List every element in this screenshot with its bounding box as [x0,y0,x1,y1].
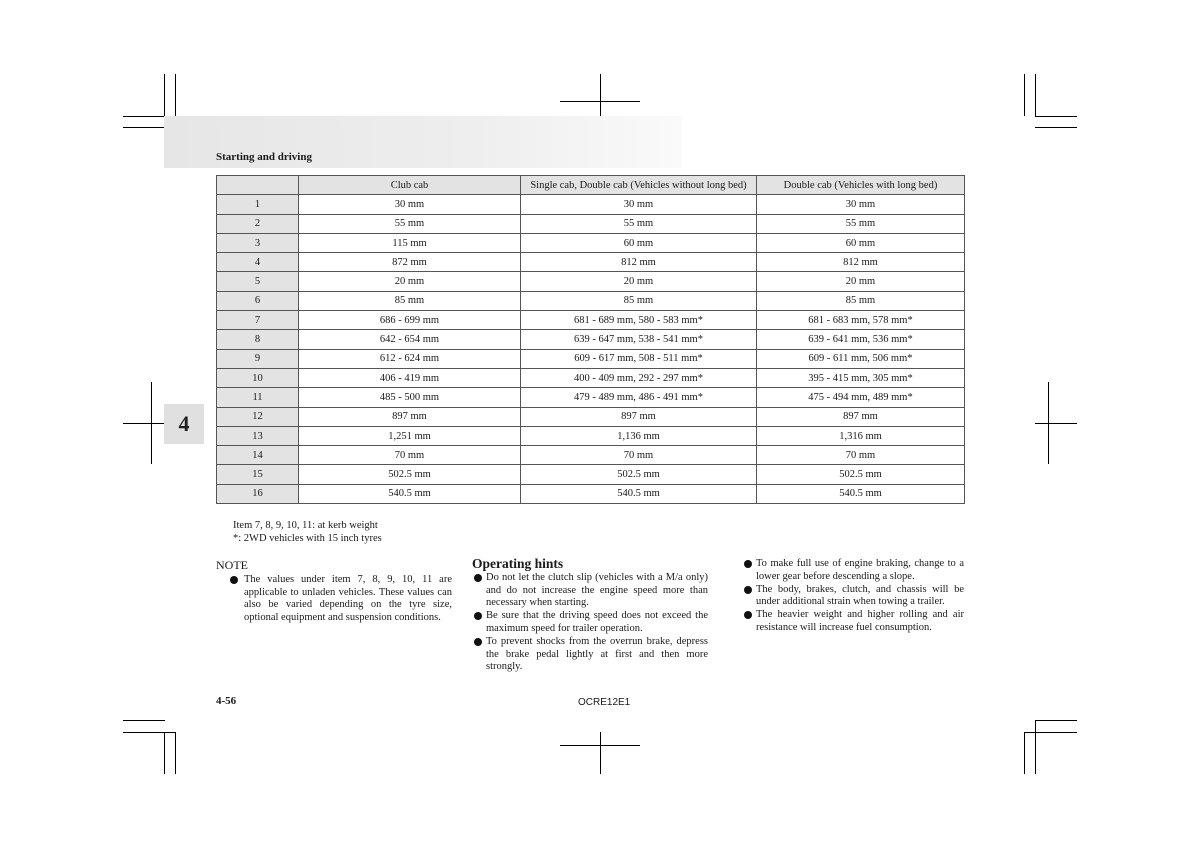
column-header-double-cab-long-bed: Double cab (Vehicles with long bed) [757,176,965,195]
table-cell: 20 mm [757,272,965,291]
crop-mark-top-left-h [123,116,165,117]
dimensions-table [216,175,965,504]
table-cell: 400 - 409 mm, 292 - 297 mm* [521,368,757,387]
table-cell: 812 mm [521,253,757,272]
table-cell-item-number: 6 [217,291,299,310]
table-row [217,311,965,330]
table-cell: 639 - 641 mm, 536 mm* [757,330,965,349]
note-column [216,559,452,625]
crop-mark-top-left-h2 [123,127,165,128]
note-item-text: The values under item 7, 8, 9, 10, 11 are applicable to unladen vehicles. These values can also be varied depending on the tyre size, optional equipment and suspension conditions. [244,573,452,624]
table-row [217,388,965,407]
right-hints-column [742,558,964,635]
hint-item [742,584,964,610]
table-row [217,233,965,252]
table-cell: 609 - 617 mm, 508 - 511 mm* [521,349,757,368]
table-row [217,214,965,233]
table-cell-item-number: 7 [217,311,299,330]
bullet-icon [744,611,752,619]
table-cell: 20 mm [521,272,757,291]
table-row [217,465,965,484]
table-cell: 485 - 500 mm [299,388,521,407]
crop-mark-bottom-right-v2 [1035,720,1036,774]
crop-mark-top-left-v2 [175,74,176,116]
table-cell: 502.5 mm [757,465,965,484]
hint-item [472,572,708,610]
section-title: Starting and driving [216,151,312,163]
table-row [217,368,965,387]
crop-mark-bottom-left-v2 [175,732,176,774]
column-header-item [217,176,299,195]
table-cell-item-number: 12 [217,407,299,426]
bullet-icon [744,586,752,594]
table-row [217,426,965,445]
table-cell: 55 mm [757,214,965,233]
table-cell: 30 mm [521,195,757,214]
crop-mark-bottom-left-h [123,720,165,721]
table-body [217,195,965,504]
table-cell: 60 mm [521,233,757,252]
column-header-single-double-cab: Single cab, Double cab (Vehicles without long bed) [521,176,757,195]
table-cell: 897 mm [757,407,965,426]
table-cell: 897 mm [521,407,757,426]
crop-mark-mid-left-h [123,423,165,424]
table-cell: 85 mm [757,291,965,310]
table-cell: 70 mm [757,446,965,465]
table-cell-item-number: 2 [217,214,299,233]
table-cell: 1,136 mm [521,426,757,445]
table-cell-item-number: 10 [217,368,299,387]
table-cell: 30 mm [299,195,521,214]
table-cell: 20 mm [299,272,521,291]
page-number: 4-56 [216,695,237,707]
table-cell: 502.5 mm [521,465,757,484]
crop-mark-top-right-v2 [1035,74,1036,116]
table-cell-item-number: 9 [217,349,299,368]
crop-mark-bottom-left-v1 [164,732,165,774]
hint-item [742,558,964,584]
table-cell: 55 mm [521,214,757,233]
table-cell: 642 - 654 mm [299,330,521,349]
table-cell: 812 mm [757,253,965,272]
crop-mark-top-left-v1 [164,74,165,116]
table-cell: 639 - 647 mm, 538 - 541 mm* [521,330,757,349]
table-cell-item-number: 14 [217,446,299,465]
table-cell: 540.5 mm [299,484,521,503]
table-cell-item-number: 3 [217,233,299,252]
table-cell: 55 mm [299,214,521,233]
table-cell-item-number: 15 [217,465,299,484]
table-cell: 897 mm [299,407,521,426]
hint-item-text: The body, brakes, clutch, and chassis will be under additional strain when towing a trailer. [756,583,964,608]
table-cell: 1,316 mm [757,426,965,445]
table-cell: 681 - 689 mm, 580 - 583 mm* [521,311,757,330]
table-row [217,330,965,349]
table-cell: 681 - 683 mm, 578 mm* [757,311,965,330]
table-cell: 475 - 494 mm, 489 mm* [757,388,965,407]
crop-mark-mid-right-h [1035,423,1077,424]
table-row [217,446,965,465]
hint-item-text: Do not let the clutch slip (vehicles with a M/a only) and do not increase the engine speed more than necessary when starting. [486,571,708,609]
footnotes [233,519,382,545]
table-cell: 30 mm [757,195,965,214]
crop-mark-bottom-right-h2 [1024,732,1077,733]
hint-item [742,609,964,635]
table-cell: 1,251 mm [299,426,521,445]
operating-hints-column [472,558,708,674]
table-row [217,291,965,310]
crop-mark-bottom-center-v [600,732,601,774]
table-cell: 540.5 mm [757,484,965,503]
table-cell: 609 - 611 mm, 506 mm* [757,349,965,368]
table-cell: 479 - 489 mm, 486 - 491 mm* [521,388,757,407]
chapter-tab: 4 [164,404,204,444]
table-cell: 85 mm [521,291,757,310]
crop-mark-top-center-v [600,74,601,116]
note-item [216,574,452,625]
table-cell-item-number: 13 [217,426,299,445]
note-label: NOTE [216,558,248,572]
document-code: OCRE12E1 [578,697,631,708]
table-cell: 70 mm [299,446,521,465]
table-cell: 395 - 415 mm, 305 mm* [757,368,965,387]
operating-hints-title: Operating hints [472,556,564,571]
crop-mark-bottom-right-v1 [1024,732,1025,774]
table-cell: 686 - 699 mm [299,311,521,330]
table-cell-item-number: 1 [217,195,299,214]
table-cell: 872 mm [299,253,521,272]
crop-mark-bottom-left-h2 [123,732,175,733]
table-cell-item-number: 5 [217,272,299,291]
table-cell: 540.5 mm [521,484,757,503]
table-cell-item-number: 8 [217,330,299,349]
table-cell-item-number: 4 [217,253,299,272]
table-cell: 612 - 624 mm [299,349,521,368]
hint-item-text: To prevent shocks from the overrun brake, depress the brake pedal lightly at first and then more strongly. [486,635,708,673]
crop-mark-bottom-right-h [1035,720,1077,721]
table-cell: 60 mm [757,233,965,252]
hint-item [472,610,708,636]
table-row [217,349,965,368]
crop-mark-top-right-h [1035,116,1077,117]
hint-item-text: To make full use of engine braking, change to a lower gear before descending a slope. [756,558,964,582]
hint-item-text: The heavier weight and higher rolling and air resistance will increase fuel consumption. [756,609,964,633]
table-cell-item-number: 16 [217,484,299,503]
bullet-icon [474,574,482,582]
table-cell-item-number: 11 [217,388,299,407]
hint-item [472,636,708,674]
table-cell: 85 mm [299,291,521,310]
table-cell: 70 mm [521,446,757,465]
hint-item-text: Be sure that the driving speed does not exceed the maximum speed for trailer operation. [486,610,708,634]
table-cell: 406 - 419 mm [299,368,521,387]
bullet-icon [474,612,482,620]
footnote-2wd: *: 2WD vehicles with 15 inch tyres [233,533,382,544]
bullet-icon [744,560,752,568]
bullet-icon [230,576,238,584]
table-cell: 115 mm [299,233,521,252]
crop-mark-top-right-v1 [1024,74,1025,116]
table-row [217,407,965,426]
footnote-kerb-weight: Item 7, 8, 9, 10, 11: at kerb weight [233,520,378,531]
table-row [217,195,965,214]
table-row [217,253,965,272]
table-cell: 502.5 mm [299,465,521,484]
crop-mark-top-right-h2 [1035,127,1077,128]
table-row [217,272,965,291]
table-header-row [217,176,965,195]
column-header-club-cab: Club cab [299,176,521,195]
table-row [217,484,965,503]
bullet-icon [474,638,482,646]
